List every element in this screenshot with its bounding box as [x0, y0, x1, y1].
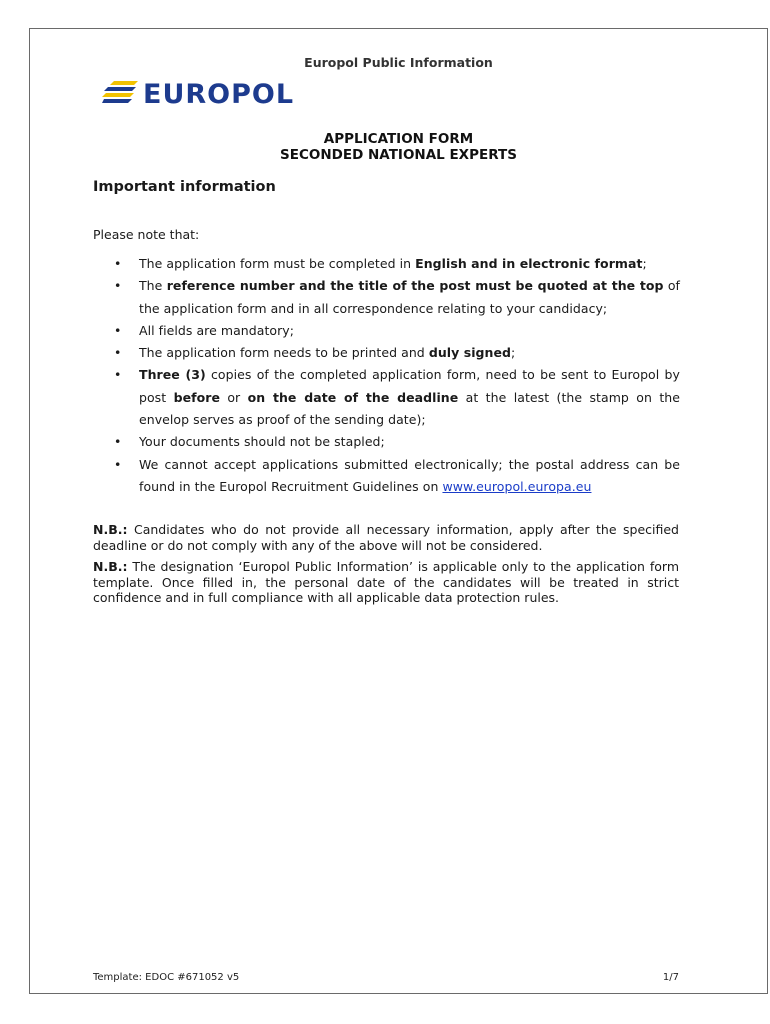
rule-text: ; [511, 345, 516, 361]
rules-list [114, 253, 680, 498]
rule-emphasis: reference number and the title of the post must be quoted at the top [166, 278, 664, 294]
note-1-text: Candidates who do not provide all necessary information, apply after the specified deadline or do not comply with any of the above will not be considered. [93, 522, 679, 553]
rule-text: of the application form and in all correspondence relating to your candidacy; [139, 278, 680, 316]
rule-item [114, 253, 680, 275]
form-title [30, 131, 767, 163]
rule-item [114, 320, 680, 342]
document-page [29, 28, 768, 994]
rule-text: The application form needs to be printed and [139, 345, 429, 361]
form-title-line1: APPLICATION FORM [323, 131, 474, 147]
rule-emphasis: duly signed [428, 345, 512, 361]
rule-item [114, 275, 680, 320]
rule-text: Your documents should not be stapled; [139, 434, 385, 450]
rule-text: ; [642, 256, 647, 271]
rule-text: All fields are mandatory; [139, 322, 295, 338]
rule-text: copies of the completed application form, need to be sent to Europol by post [139, 367, 680, 405]
note-2-text: The designation ‘Europol Public Information’ is applicable only to the application form template. Once filled in, the personal date of the candidates will be treated in strict confidence and in full compliance with all applicable data protection rules. [93, 559, 679, 605]
rule-emphasis: Three (3) [139, 367, 206, 383]
rule-emphasis: English and in electronic format [415, 256, 643, 271]
intro-text: Please note that: [93, 227, 200, 242]
rule-text: at the latest (the stamp on the envelop serves as proof of the sending date); [139, 389, 680, 428]
rule-text: The [139, 278, 167, 294]
important-heading: Important information [93, 179, 276, 195]
europol-emblem-icon [102, 81, 138, 103]
europol-logo [102, 78, 327, 106]
rule-text: The application form must be completed in [139, 256, 416, 271]
template-reference: Template: EDOC #671052 v5 [93, 972, 240, 983]
note-2 [93, 559, 679, 606]
note-2-label: N.B.: [93, 559, 128, 574]
rule-text: We cannot accept applications submitted electronically; the postal address can be found in the Europol Recruitment Guidelines on [139, 456, 680, 494]
logo-wordmark: EUROPOL [143, 79, 295, 106]
rule-item [114, 342, 680, 364]
note-1-label: N.B.: [93, 522, 128, 537]
rule-item [114, 431, 680, 453]
rule-emphasis: on the date of the deadline [247, 389, 459, 405]
form-title-line2: SECONDED NATIONAL EXPERTS [280, 147, 517, 163]
rule-item [114, 364, 680, 431]
rule-item [114, 454, 680, 499]
rule-text: or [219, 389, 248, 405]
classification-label: Europol Public Information [304, 55, 493, 70]
rule-emphasis: before [173, 389, 220, 405]
note-1 [93, 522, 679, 553]
page-number: 1/7 [662, 972, 679, 983]
europol-website-link[interactable]: www.europol.europa.eu [442, 478, 592, 494]
